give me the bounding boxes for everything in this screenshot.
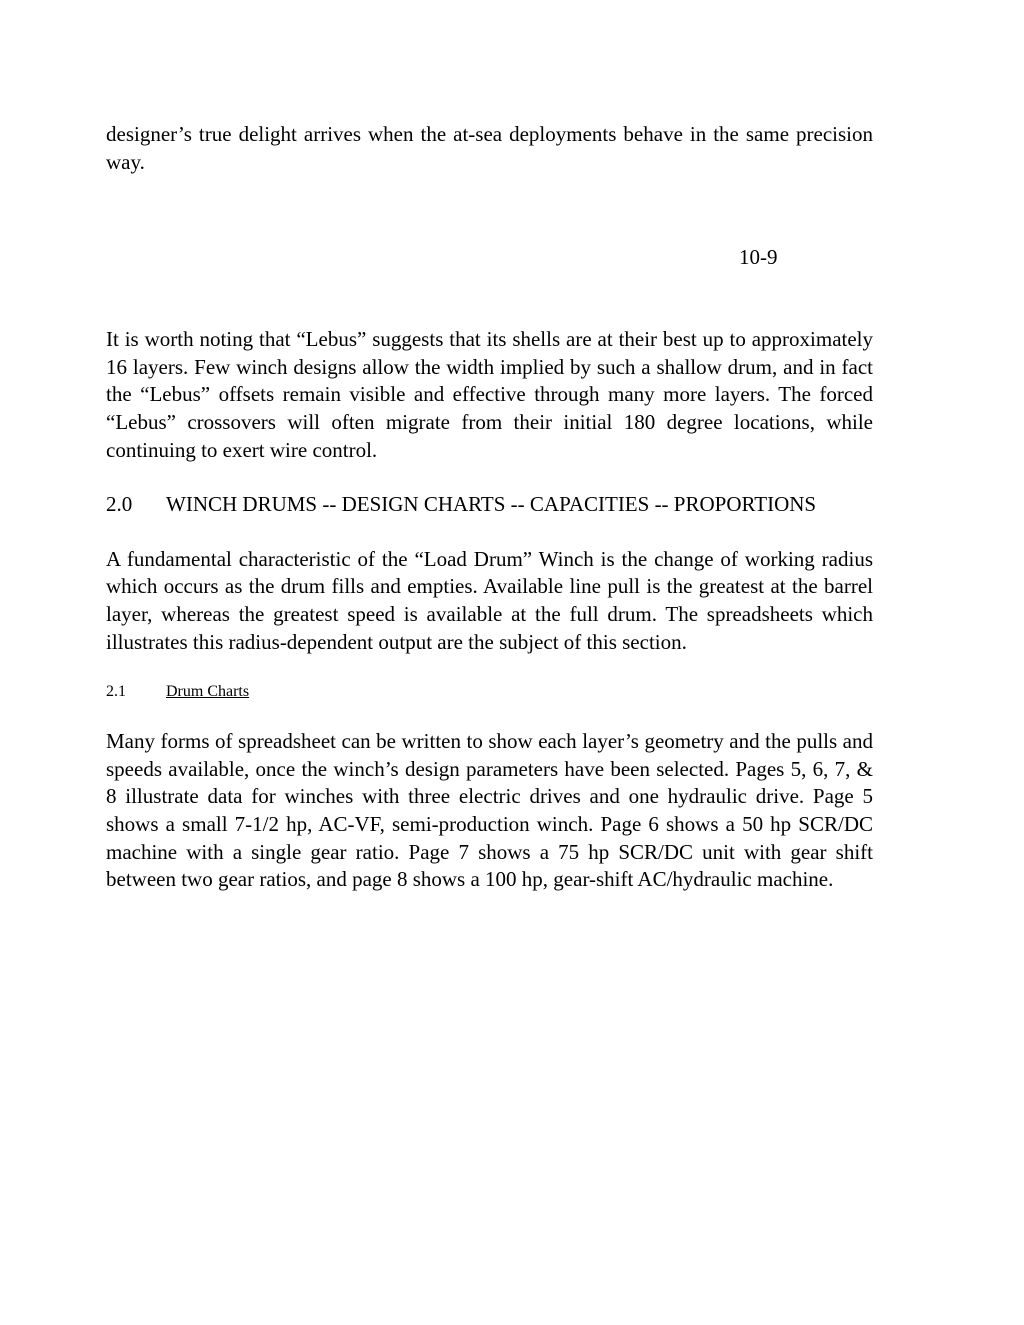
drum-charts-paragraph: Many forms of spreadsheet can be written to show each layer’s geometry and the pulls and speeds available, once the winch’s design parameters have been selected. Pages 5, 6, 7, & 8 illustrate data for winches with three electric drives and one hydraulic drive. Page 5 shows a small 7-1/2 hp, AC-VF, semi-production winch. Page 6 shows a 50 hp SCR/DC machine with a single gear ratio. Page 7 shows a 75 hp SCR/DC unit with gear shift between two gear ratios, and page 8 shows a 100 hp, gear-shift AC/hydraulic machine. [106, 729, 873, 892]
section-number: 2.0 [106, 492, 133, 517]
subsection-number: 2.1 [106, 683, 126, 701]
intro-paragraph: designer’s true delight arrives when the at-sea deployments behave in the same precision way. [106, 122, 873, 174]
lebus-paragraph: It is worth noting that “Lebus” suggests that its shells are at their best up to approximately 16 layers. Few winch designs allow the width implied by such a shallow drum, and in fact the “Lebus” offsets remain visible and effective through many more layers. The forced “Lebus” crossovers will often migrate from their initial 180 degree locations, while continuing to exert wire control. [106, 327, 873, 462]
page-number: 10-9 [739, 245, 778, 270]
subsection-title: Drum Charts [166, 683, 250, 701]
section-heading-2-1 [106, 683, 873, 701]
section-title: WINCH DRUMS -- DESIGN CHARTS -- CAPACITIES -- PROPORTIONS [166, 492, 817, 517]
document-page [106, 121, 873, 894]
section-heading-2-0 [106, 491, 873, 519]
fundamental-paragraph: A fundamental characteristic of the “Load Drum” Winch is the change of working radius which occurs as the drum fills and empties. Available line pull is the greatest at the barrel layer, whereas the greatest speed is available at the full drum. The spreadsheets which illustrates this radius-dependent output are the subject of this section. [106, 546, 873, 654]
